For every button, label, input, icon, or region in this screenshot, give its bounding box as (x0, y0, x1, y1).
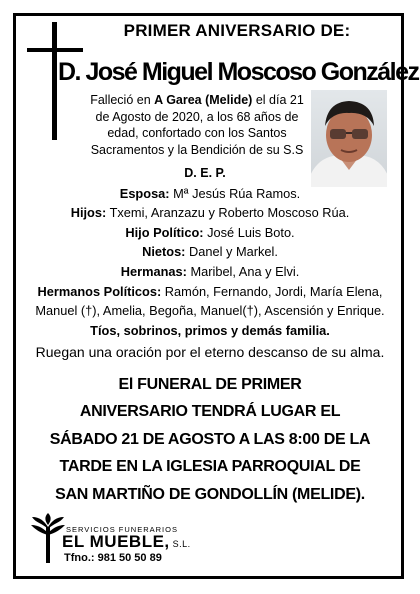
family-line (22, 303, 398, 319)
family-label: Hijo Político: (125, 225, 204, 240)
portrait-photo (311, 90, 387, 187)
cross-icon-bar (27, 48, 83, 52)
family-label: Hermanas: (120, 264, 187, 279)
funeral-line: TARDE EN LA IGLESIA PARROQUIAL DE (59, 458, 361, 475)
funeral-line: SÁBADO 21 DE AGOSTO A LAS 8:00 DE LA (49, 431, 371, 448)
intro-text-end: el día 21 de Agosto de 2020, a los 68 años de edad, confortado con los Santos Sacramentos y la Bendición de su S.S (90, 93, 304, 157)
prayer-line: Ruegan una oración por el eterno descanso de su alma. (35, 344, 385, 360)
family-label: Nietos: (142, 244, 186, 259)
intro-text-start: Falleció en (90, 93, 155, 107)
anniversary-heading: PRIMER ANIVERSARIO DE: (123, 21, 351, 40)
death-place: A Garea (Melide) (154, 93, 253, 107)
funeral-line: ANIVERSARIO TENDRÁ LUGAR EL (79, 403, 341, 420)
logo-company: EL MUEBLE, (62, 532, 170, 551)
family-names: Ramón, Fernando, Jordi, María Elena, (161, 284, 383, 299)
family-names: Mª Jesús Rúa Ramos. (169, 186, 301, 201)
death-notice (84, 92, 310, 158)
dep-line: D. E. P. (184, 166, 226, 180)
family-label: Esposa: (119, 186, 170, 201)
family-names: José Luis Boto. (203, 225, 295, 240)
family-line (22, 284, 398, 300)
funeral-line: SAN MARTIÑO DE GONDOLLÍN (MELIDE). (55, 486, 365, 503)
family-line (22, 205, 398, 221)
family-names: Manuel (†), Amelia, Begoña, Manuel(†), Ascensión y Enrique. (35, 303, 385, 318)
logo-subtitle: SERVICIOS FUNERARIOS (66, 525, 178, 534)
family-names: Danel y Markel. (185, 244, 278, 259)
logo-name (62, 532, 191, 552)
family-line (22, 264, 398, 280)
cross-icon (52, 22, 57, 140)
family-names: Maribel, Ana y Elvi. (186, 264, 300, 279)
logo-suffix: S.L. (172, 539, 191, 549)
family-names: Txemi, Aranzazu y Roberto Moscoso Rúa. (106, 205, 350, 220)
family-line (22, 186, 398, 202)
funeral-line: El FUNERAL DE PRIMER (118, 376, 302, 393)
family-label: Hermanos Políticos: (37, 284, 162, 299)
tree-logo-icon (30, 513, 66, 563)
phone-number: Tfno.: 981 50 50 89 (64, 552, 162, 564)
family-line (22, 225, 398, 241)
deceased-name: D. José Miguel Moscoso González (58, 58, 419, 86)
family-label: Hijos: (70, 205, 107, 220)
relatives-line: Tíos, sobrinos, primos y demás familia. (90, 323, 330, 338)
family-line (22, 244, 398, 260)
